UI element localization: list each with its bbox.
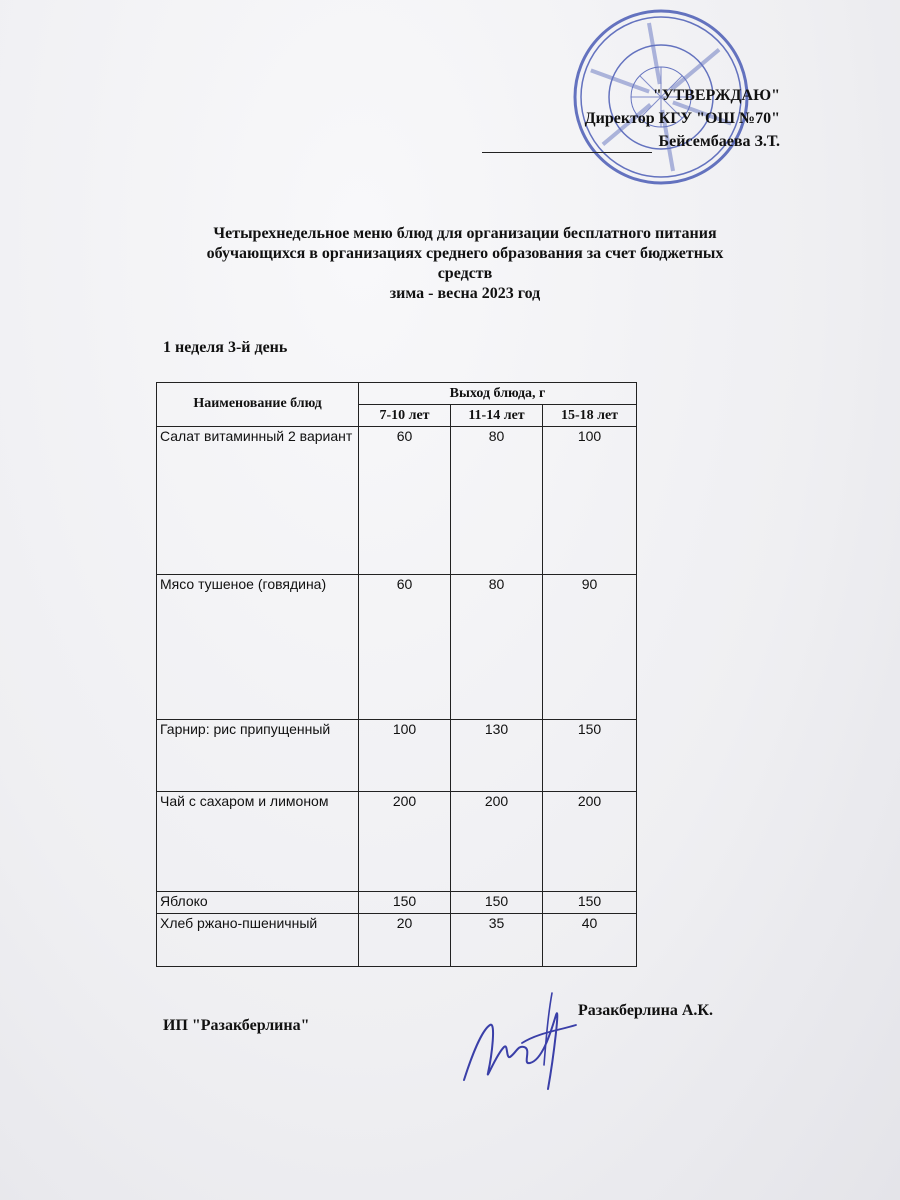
yield-value: 35	[451, 914, 543, 967]
table-row	[157, 914, 637, 967]
handwritten-signature	[452, 985, 582, 1100]
yield-value: 150	[543, 891, 637, 913]
yield-value: 100	[543, 426, 637, 574]
yield-value: 200	[359, 792, 451, 892]
header-dish-name: Наименование блюд	[157, 383, 359, 427]
yield-value: 100	[359, 720, 451, 792]
table-row	[157, 891, 637, 913]
yield-value: 150	[451, 891, 543, 913]
dish-name: Хлеб ржано-пшеничный	[157, 914, 359, 967]
yield-value: 80	[451, 426, 543, 574]
company-name: ИП "Разакберлина"	[163, 1017, 310, 1034]
header-yield: Выход блюда, г	[359, 383, 637, 405]
yield-value: 60	[359, 426, 451, 574]
yield-value: 40	[543, 914, 637, 967]
approval-heading: "УТВЕРЖДАЮ"	[652, 87, 780, 104]
dish-name: Чай с сахаром и лимоном	[157, 792, 359, 892]
header-age-7-10: 7-10 лет	[359, 405, 451, 426]
yield-value: 130	[451, 720, 543, 792]
yield-value: 90	[543, 574, 637, 719]
header-age-11-14: 11-14 лет	[451, 405, 543, 426]
week-day-heading: 1 неделя 3-й день	[163, 339, 288, 356]
header-age-15-18: 15-18 лет	[543, 405, 637, 426]
yield-value: 20	[359, 914, 451, 967]
title-line-4: зима - весна 2023 год	[389, 285, 541, 302]
dish-name: Мясо тушеное (говядина)	[157, 574, 359, 719]
menu-table	[156, 382, 637, 967]
approval-block	[480, 84, 780, 153]
approval-position: Директор КГУ "ОШ №70"	[584, 110, 780, 127]
yield-value: 150	[543, 720, 637, 792]
yield-value: 80	[451, 574, 543, 719]
dish-name: Салат витаминный 2 вариант	[157, 426, 359, 574]
title-line-2: обучающихся в организациях среднего образования за счет бюджетных	[206, 245, 724, 262]
signatory-name: Разакберлина А.К.	[578, 1002, 713, 1019]
approval-name: Бейсембаева З.Т.	[658, 133, 780, 150]
table-row	[157, 574, 637, 719]
yield-value: 150	[359, 891, 451, 913]
table-row	[157, 792, 637, 892]
dish-name: Яблоко	[157, 891, 359, 913]
table-row	[157, 426, 637, 574]
table-row	[157, 720, 637, 792]
document-title	[150, 224, 780, 304]
signature-line	[482, 152, 652, 153]
dish-name: Гарнир: рис припущенный	[157, 720, 359, 792]
title-line-1: Четырехнедельное меню блюд для организации бесплатного питания	[213, 225, 717, 242]
yield-value: 200	[543, 792, 637, 892]
yield-value: 60	[359, 574, 451, 719]
yield-value: 200	[451, 792, 543, 892]
title-line-3: средств	[437, 265, 493, 282]
